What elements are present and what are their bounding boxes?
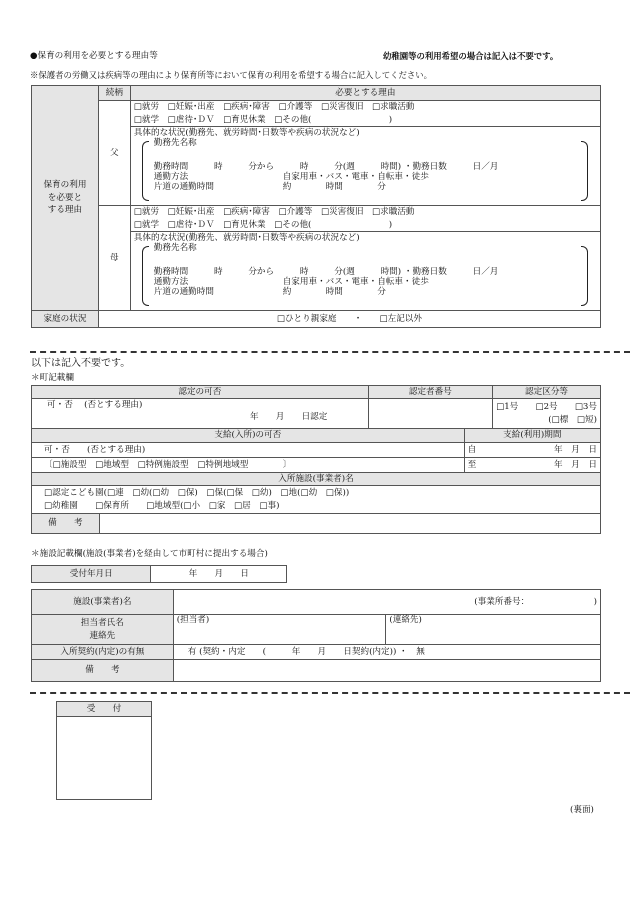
mother-check-line1[interactable]: □就労 □妊娠･出産 □疾病･障害 □介護等 □災害復旧 □求職活動: [133, 207, 415, 218]
father-label: 父: [98, 101, 130, 206]
work-time[interactable]: 勤務時間 時 分から 時 分(週 時間) ・勤務日数 日／月: [153, 161, 499, 172]
commute-time[interactable]: 片道の通勤時間 約 時間 分: [153, 182, 386, 193]
to-label: 至: [467, 459, 477, 470]
father-check-line1[interactable]: □就労 □妊娠･出産 □疾病･障害 □介護等 □災害復旧 □求職活動: [133, 102, 415, 113]
facility-table: [31, 589, 601, 682]
lower-title: 以下は記入不要です。: [31, 358, 131, 369]
receipt-date-table: [31, 565, 287, 583]
father-checkboxes[interactable]: [130, 101, 600, 127]
shikyu-kahi: 支給(入所)の可否: [32, 429, 465, 443]
facility-biko-label: 備 考: [32, 660, 174, 682]
work-time[interactable]: 勤務時間 時 分から 時 分(週 時間) ・勤務日数 日／月: [153, 266, 499, 277]
bracket-left: [142, 141, 149, 201]
town-table: [31, 385, 601, 534]
cut-line: [30, 692, 630, 694]
contract-value[interactable]: 有 (契約・内定 ( 年 月 日契約(内定)) ・ 無: [173, 645, 600, 660]
receipt-label: 受 付: [57, 702, 152, 717]
contract-label: 入所契約(内定)の有無: [32, 645, 174, 660]
tanto-label2: 連絡先: [89, 630, 116, 641]
mother-label: 母: [98, 206, 130, 311]
bracket-right: [581, 141, 588, 201]
shikyu-period: 支給(利用)期間: [464, 429, 600, 443]
town-biko-label: 備 考: [32, 514, 100, 534]
reason-row-label: 保育の利用 を必要と する理由: [32, 86, 99, 311]
from-label: 自: [467, 444, 477, 455]
town-label: ＊町記載欄: [31, 373, 74, 383]
reason-table: [31, 85, 601, 328]
nintei-kubun: 認定区分等: [493, 386, 601, 399]
kubun-cell[interactable]: [493, 399, 601, 429]
period-to[interactable]: [464, 458, 600, 473]
mother-checkboxes[interactable]: [130, 206, 600, 232]
tanto-label1: 担当者氏名: [80, 618, 124, 629]
kahi-reason[interactable]: 可・否 (否とする理由): [47, 400, 143, 410]
detail-title: 具体的な状況(勤務先、就労時間･日数等や疾病の状況など): [133, 233, 360, 243]
cut-line: [30, 351, 630, 353]
bracket-left: [142, 246, 149, 306]
facility-section-title: ＊施設記載欄(施設(事業者)を経由して市町村に提出する場合): [31, 549, 268, 559]
facility-name-label: 施設(事業者)名: [32, 590, 174, 615]
town-biko-value[interactable]: [99, 514, 600, 534]
commute-method[interactable]: 通勤方法 自家用車・バス・電車・自転車・徒歩: [153, 171, 429, 182]
kinder-note: 幼稚園等の利用希望の場合は記入は不要です。: [383, 51, 559, 61]
kubun-line2[interactable]: (□標 □短): [548, 414, 597, 425]
commute-time[interactable]: 片道の通勤時間 約 時間 分: [153, 287, 386, 298]
family-options[interactable]: □ひとり親家庭 ・ □左記以外: [98, 311, 600, 328]
period-from[interactable]: [464, 443, 600, 458]
receipt-box: [56, 701, 152, 800]
nintei-date[interactable]: 年 月 日認定: [250, 412, 328, 423]
receipt-date-label: 受付年月日: [32, 566, 151, 583]
nyusho-name: 入所施設(事業者)名: [32, 473, 601, 486]
father-check-line2[interactable]: □就学 □虐待･ＤＶ □育児休業 □その他( ): [133, 114, 393, 125]
kahi-cell[interactable]: [32, 399, 369, 429]
facility-line1[interactable]: □認定こども園(□連 □幼(□幼 □保) □保(□保 □幼) □地(□幼 □保)): [44, 488, 350, 499]
tanto-value[interactable]: (担当者): [173, 615, 386, 645]
kahi-reason2[interactable]: 可・否 (否とする理由): [32, 443, 465, 458]
facility-options[interactable]: [32, 486, 601, 514]
to-date[interactable]: 年 月 日: [554, 459, 597, 470]
nintei-kahi: 認定の可否: [32, 386, 369, 399]
bracket-right: [581, 246, 588, 306]
facility-line2[interactable]: □幼稚園 □保育所 □地域型(□小 □家 □居 □事): [44, 500, 280, 511]
section-heading: ●保育の利用を必要とする理由等: [30, 51, 158, 61]
mother-details[interactable]: [130, 232, 600, 311]
detail-title: 具体的な状況(勤務先、就労時間･日数等や疾病の状況など): [133, 128, 360, 138]
renraku-value[interactable]: (連絡先): [386, 615, 601, 645]
receipt-stamp-area[interactable]: [57, 717, 152, 800]
kubun-line1[interactable]: □1号 □2号 □3号: [496, 402, 597, 413]
facility-types[interactable]: 〔□施設型 □地域型 □特例施設型 □特例地域型 〕: [32, 458, 465, 473]
ninteisha-no: 認定者番号: [368, 386, 492, 399]
family-label: 家庭の状況: [32, 311, 99, 328]
receipt-date-value[interactable]: 年 月 日: [151, 566, 287, 583]
page-label: (裏面): [570, 805, 594, 815]
work-name[interactable]: 勤務先名称: [153, 138, 197, 149]
ninteisha-no-value[interactable]: [368, 399, 492, 429]
commute-method[interactable]: 通勤方法 自家用車・バス・電車・自転車・徒歩: [153, 276, 429, 287]
instruction-note: ※保護者の労働又は疾病等の理由により保育所等において保育の利用を希望する場合に記入してください。: [30, 70, 432, 80]
father-details[interactable]: [130, 127, 600, 206]
col-reason: 必要とする理由: [130, 86, 600, 101]
tanto-label: [32, 615, 174, 645]
from-date[interactable]: 年 月 日: [554, 444, 597, 455]
office-no[interactable]: (事業所番号： ): [173, 590, 600, 615]
col-relation: 続柄: [98, 86, 130, 101]
facility-biko-value[interactable]: [173, 660, 600, 682]
mother-check-line2[interactable]: □就学 □虐待･ＤＶ □育児休業 □その他( ): [133, 219, 393, 230]
work-name[interactable]: 勤務先名称: [153, 243, 197, 254]
